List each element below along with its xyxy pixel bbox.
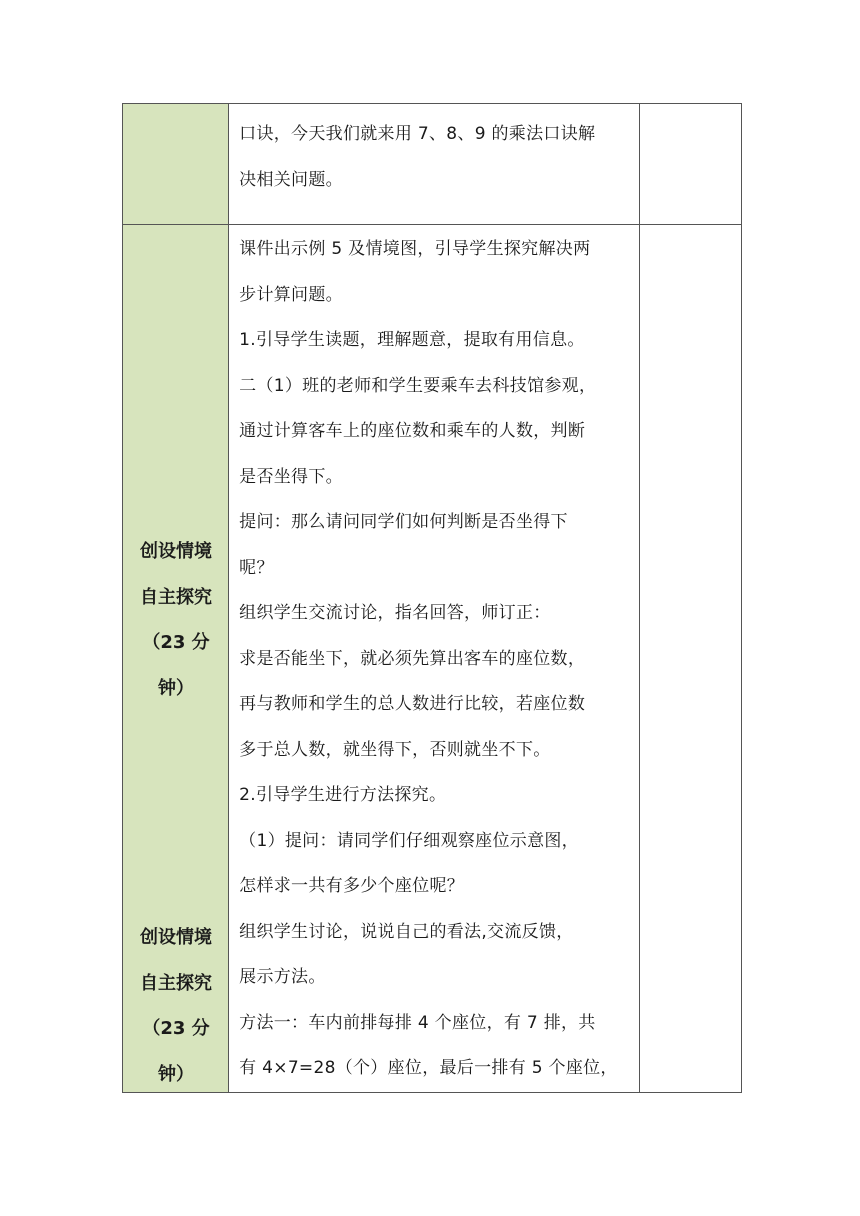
text-line: 方法一：车内前排每排 4 个座位，有 7 排，共 (239, 1012, 596, 1033)
text-line: 课件出示例 5 及情境图，引导学生探究解决两 (239, 239, 591, 259)
text-line: （1）提问：请同学们仔细观察座位示意图， (239, 830, 579, 851)
text-line: 决相关问题。 (239, 169, 343, 190)
text-line: 提问：那么请问同学们如何判断是否坐得下 (239, 512, 568, 532)
lesson-table (122, 103, 742, 1093)
table-row (123, 225, 742, 1093)
text-line: 再与教师和学生的总人数进行比较，若座位数 (239, 694, 586, 714)
text-line: 求是否能坐下，就必须先算出客车的座位数， (239, 648, 586, 669)
text-line: 呢？ (239, 557, 274, 578)
text-line: 怎样求一共有多少个座位呢？ (239, 876, 465, 896)
content-cell (229, 225, 640, 1093)
text-line: 有 4×7=28（个）座位，最后一排有 5 个座位， (239, 1058, 618, 1078)
text-line: 1.引导学生读题，理解题意，提取有用信息。 (239, 330, 585, 350)
stage-label: 创设情境 自主探究 （23 分 钟） (140, 541, 212, 699)
text-line: 多于总人数，就坐得下，否则就坐不下。 (239, 739, 551, 760)
text-line: 通过计算客车上的座位数和乘车的人数，判断 (239, 421, 586, 441)
stage-cell (123, 104, 229, 225)
content-cell (229, 104, 640, 225)
text-line: 组织学生讨论，说说自己的看法,交流反馈， (239, 921, 574, 942)
text-line: 是否坐得下。 (239, 466, 343, 487)
text-line: 二（1）班的老师和学生要乘车去科技馆参观， (239, 375, 597, 396)
stage-cell (123, 225, 229, 1093)
notes-cell (639, 225, 741, 1093)
text-line: 步计算问题。 (239, 284, 343, 305)
text-line: 2.引导学生进行方法探究。 (239, 785, 447, 805)
text-line: 口诀，今天我们就来用 7、8、9 的乘法口诀解 (239, 124, 596, 144)
table-row (123, 104, 742, 225)
notes-cell (639, 104, 741, 225)
text-line: 组织学生交流讨论，指名回答，师订正： (239, 603, 551, 623)
text-line: 展示方法。 (239, 967, 326, 987)
stage-label: 创设情境 自主探究 （23 分 钟） (140, 927, 212, 1085)
